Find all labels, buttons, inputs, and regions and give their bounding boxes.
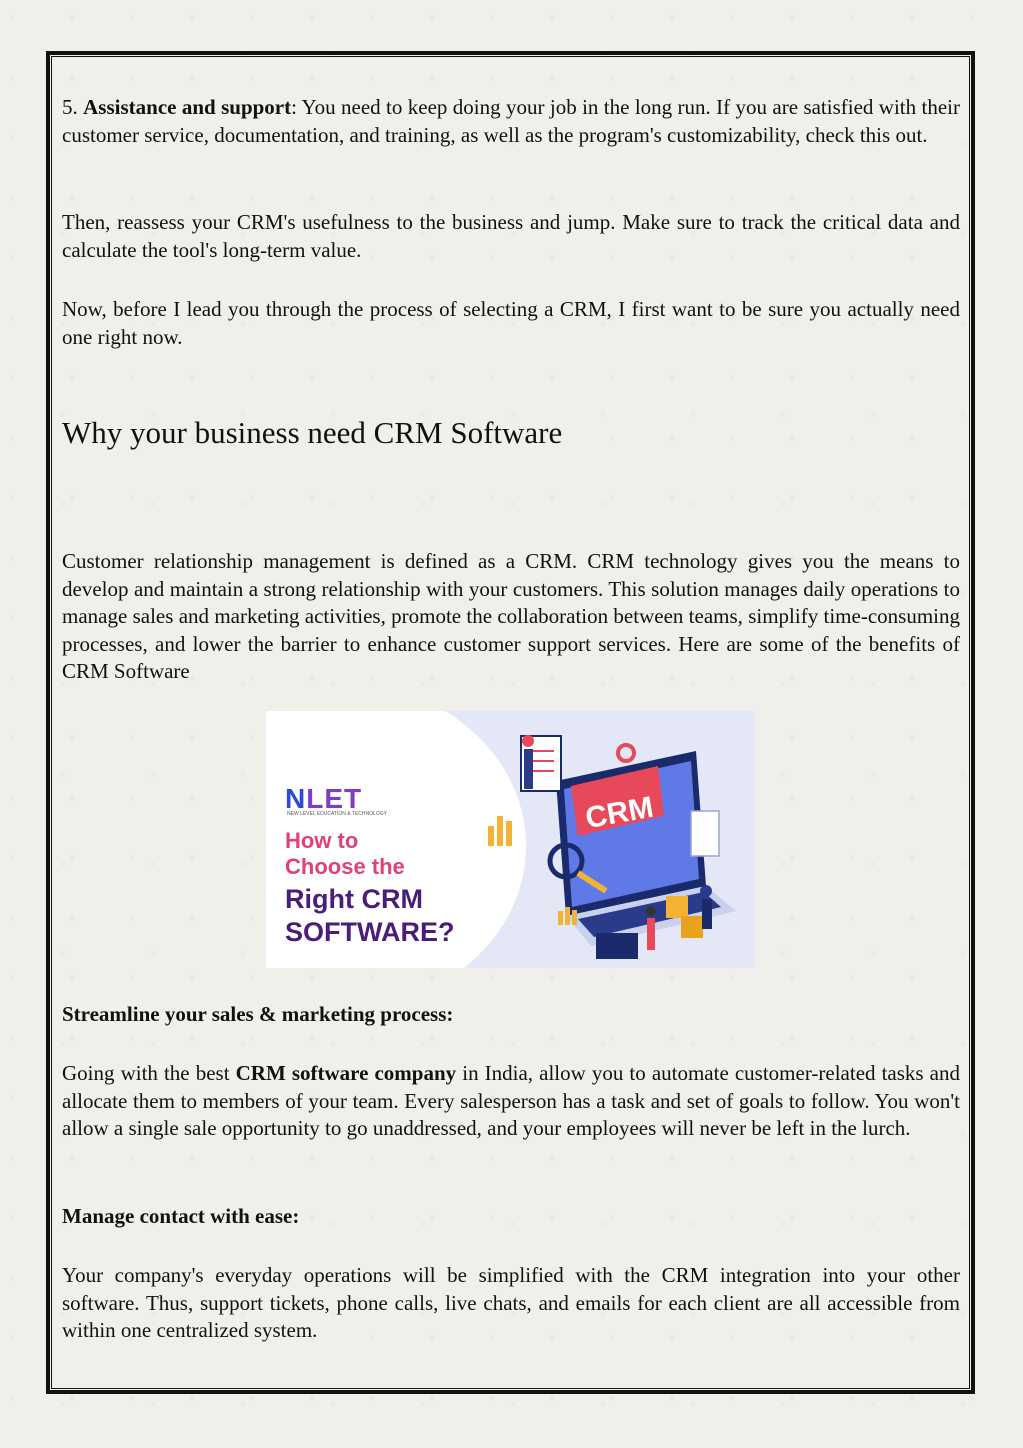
paragraph-assistance <box>62 94 960 149</box>
banner-title-line2: Right CRM SOFTWARE? <box>285 884 455 947</box>
banner-title-line1: How to Choose the <box>285 828 405 879</box>
paragraph-contact: Your company's everyday operations will be simplified with the CRM integration into your other software. Thus, support tickets, phone calls, live chats, and emails for each client are all accessible from within one centralized system. <box>62 1263 960 1343</box>
assistance-text: : You need to keep doing your job in the long run. If you are satisfied with their customer service, documentation, and training, as well as the program's customizability, check this out. <box>62 95 961 147</box>
nlet-logo: NLET <box>285 783 363 814</box>
svg-text:CRM: CRM <box>582 790 656 836</box>
paragraph-streamline: Going with the best CRM software company in India, allow you to automate customer-related tasks and allocate them to members of your team. Every salesperson has a task and set of goals to follow. You won't allow a single sale opportunity to go unaddressed, and your employees will never be left in the lurch. <box>62 1061 960 1141</box>
paragraph-reassess: Then, reassess your CRM's usefulness to the business and jump. Make sure to track the critical data and calculate the tool's long-term value. <box>62 210 960 262</box>
crm-company-link-text: CRM software company <box>235 1061 457 1085</box>
logo-tagline: NEW LEVEL EDUCATION & TECHNOLOGY <box>287 811 387 817</box>
list-number: 5. <box>62 95 84 119</box>
assistance-term: Assistance and support <box>83 95 292 119</box>
subheading-contact: Manage contact with ease: <box>62 1204 300 1228</box>
crm-banner-image <box>266 711 755 968</box>
paragraph-crm-definition: Customer relationship management is defined as a CRM. CRM technology gives you the means to develop and maintain a strong relationship with your customers. This solution manages daily operations to manage sales and marketing activities, promote the collaboration between teams, simplify time-consuming processes, and lower the barrier to enhance customer support services. Here are some of the benefits of CRM Software <box>62 549 960 684</box>
subheading-streamline: Streamline your sales & marketing process: <box>62 1002 454 1026</box>
paragraph-before: Now, before I lead you through the process of selecting a CRM, I first want to be sure you actually need one right now. <box>62 297 960 349</box>
section-heading: Why your business need CRM Software <box>62 415 563 450</box>
laptop-illustration <box>266 711 755 968</box>
